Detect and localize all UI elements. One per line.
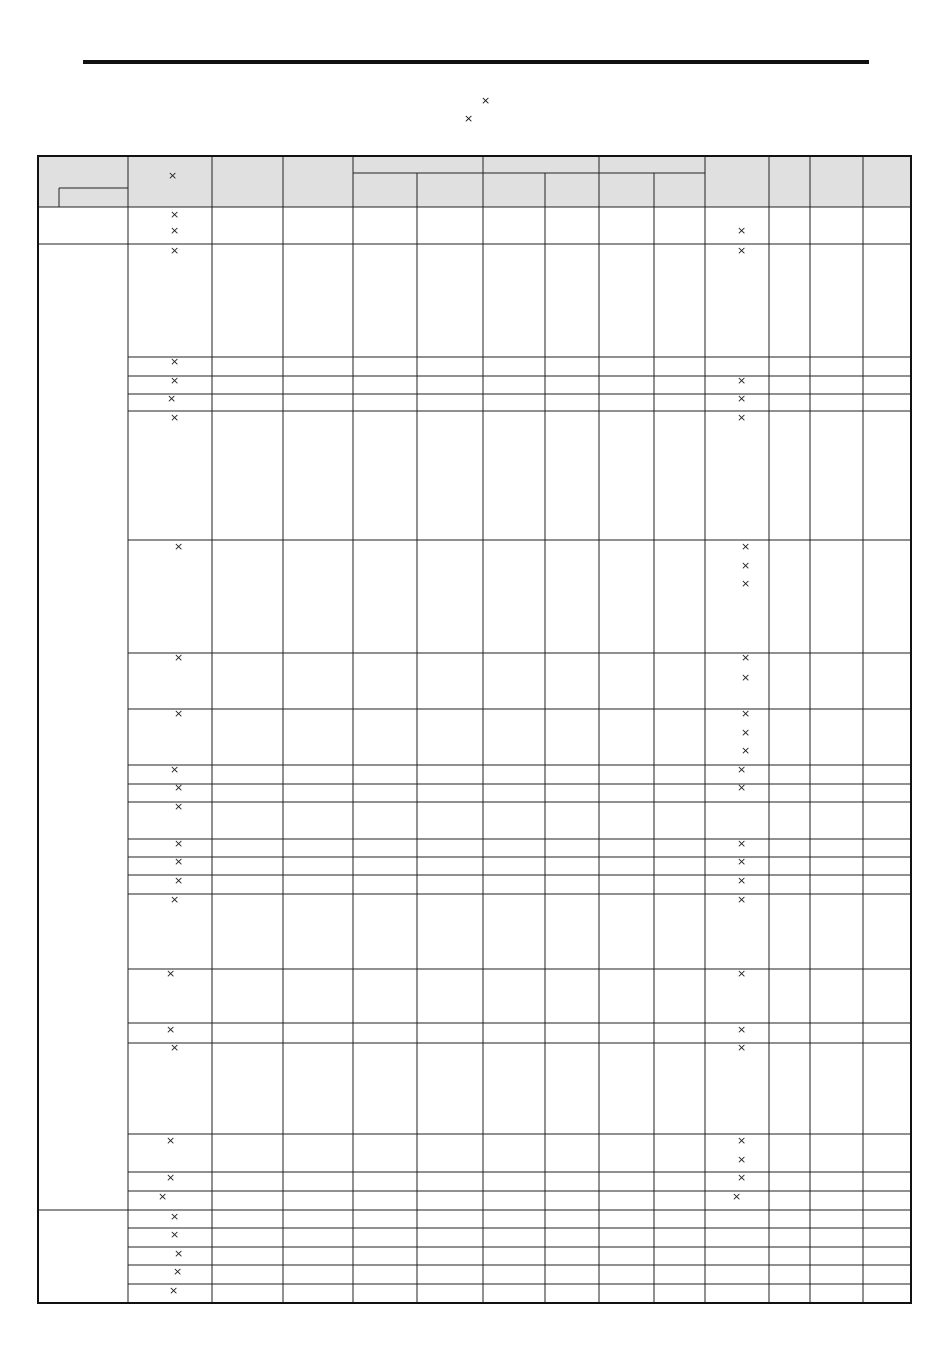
cross-mark: × (737, 244, 747, 257)
top-rule (83, 60, 869, 64)
cross-mark: × (737, 374, 747, 387)
cross-mark: × (167, 392, 177, 405)
cross-mark: × (737, 837, 747, 850)
cross-mark: × (174, 837, 184, 850)
cross-mark: × (737, 967, 747, 980)
caption-mark-2: × (464, 112, 474, 125)
cross-mark: × (158, 1190, 168, 1203)
cross-mark: × (170, 1228, 180, 1241)
cross-mark: × (741, 651, 751, 664)
table-border (38, 156, 911, 1303)
cross-mark: × (174, 874, 184, 887)
cross-mark: × (170, 411, 180, 424)
cross-mark: × (166, 967, 176, 980)
cross-mark: × (737, 392, 747, 405)
cross-mark: × (737, 1134, 747, 1147)
cross-mark: × (732, 1190, 742, 1203)
cross-mark: × (174, 781, 184, 794)
cross-mark: × (741, 707, 751, 720)
cross-mark: × (170, 208, 180, 221)
cross-mark: × (737, 1171, 747, 1184)
cross-mark: × (170, 374, 180, 387)
cross-mark: × (737, 893, 747, 906)
cross-mark: × (741, 577, 751, 590)
cross-mark: × (174, 1247, 184, 1260)
caption-mark-1: × (481, 94, 491, 107)
cross-mark: × (174, 855, 184, 868)
cross-mark: × (741, 744, 751, 757)
cross-mark: × (173, 1265, 183, 1278)
cross-mark: × (170, 244, 180, 257)
cross-mark: × (737, 781, 747, 794)
cross-mark: × (741, 540, 751, 553)
cross-mark: × (170, 355, 180, 368)
cross-mark: × (741, 726, 751, 739)
cross-mark: × (166, 1023, 176, 1036)
cross-mark: × (737, 224, 747, 237)
cross-mark: × (174, 800, 184, 813)
cross-mark: × (166, 1171, 176, 1184)
cross-mark: × (170, 224, 180, 237)
cross-mark: × (170, 1041, 180, 1054)
cross-mark: × (737, 855, 747, 868)
cross-mark: × (174, 540, 184, 553)
spec-table (37, 155, 912, 1304)
cross-mark: × (174, 651, 184, 664)
header-cross-mark: × (168, 169, 178, 182)
cross-mark: × (741, 559, 751, 572)
cross-mark: × (170, 1210, 180, 1223)
cross-mark: × (737, 874, 747, 887)
cross-mark: × (741, 671, 751, 684)
cross-mark: × (170, 763, 180, 776)
cross-mark: × (169, 1284, 179, 1297)
cross-mark: × (737, 763, 747, 776)
cross-mark: × (737, 1153, 747, 1166)
cross-mark: × (166, 1134, 176, 1147)
cross-mark: × (737, 411, 747, 424)
cross-mark: × (737, 1023, 747, 1036)
cross-mark: × (737, 1041, 747, 1054)
cross-mark: × (174, 707, 184, 720)
cross-mark: × (170, 893, 180, 906)
